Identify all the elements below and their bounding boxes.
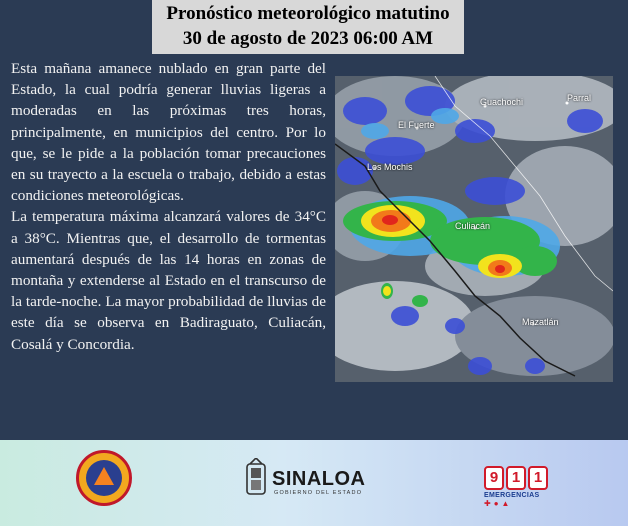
map-label-mazatlan: Mazatlán [522, 317, 559, 327]
e911-digit-one-b: 1 [528, 466, 548, 490]
proteccion-civil-logo [76, 450, 132, 506]
sinaloa-crest-icon [244, 458, 268, 498]
map-label-los-mochis: Los Mochis [367, 162, 413, 172]
e911-digit-one: 1 [506, 466, 526, 490]
map-label-culiacan: Culiacán [455, 221, 491, 231]
satellite-radar-map [335, 76, 613, 382]
e911-digits [484, 466, 548, 490]
proteccion-civil-emblem [86, 460, 122, 496]
sinaloa-subtitle: GOBIERNO DEL ESTADO [274, 490, 363, 496]
footer-logos [0, 440, 628, 526]
title-line-1: Pronóstico meteorológico matutino [166, 3, 450, 24]
emergency-services-icon: ✚●▲ [484, 499, 513, 508]
map-label-guachochi: Guachochi [480, 97, 524, 107]
map-label-parral: Parral [567, 93, 592, 103]
forecast-text [11, 58, 326, 355]
forecast-paragraph-1: Esta mañana amanece nublado en gran parte del Estado, la cual podría generar lluvias ligeras a moderadas en las próximas tres horas, principalmente, en municipios del centro. Por lo que, se le pide a la población tomar precauciones en su trayecto a la escuela o trabajo, debido a estas condiciones meteorológicas. [11, 60, 326, 205]
sinaloa-wordmark: SINALOA [272, 468, 366, 490]
map-label-el-fuerte: El Fuerte [398, 120, 435, 130]
e911-digit-nine: 9 [484, 466, 504, 490]
e911-label: EMERGENCIAS [484, 492, 540, 499]
emergencias-911-logo [484, 466, 548, 508]
forecast-paragraph-2: La temperatura máxima alcanzará valores de 34°C a 38°C. Mientras que, el desarrollo de tormentas aumentará después de las 14 horas en zonas de montaña y extenderse al Estado en el transcurso de la tarde-noche. La mayor probabilidad de lluvias de este día se observa en Badiraguato, Culiacán, Cosalá y Concordia. [11, 208, 326, 353]
title-line-2: 30 de agosto de 2023 06:00 AM [182, 28, 434, 49]
title-box [152, 0, 464, 54]
triangle-icon [94, 467, 114, 485]
